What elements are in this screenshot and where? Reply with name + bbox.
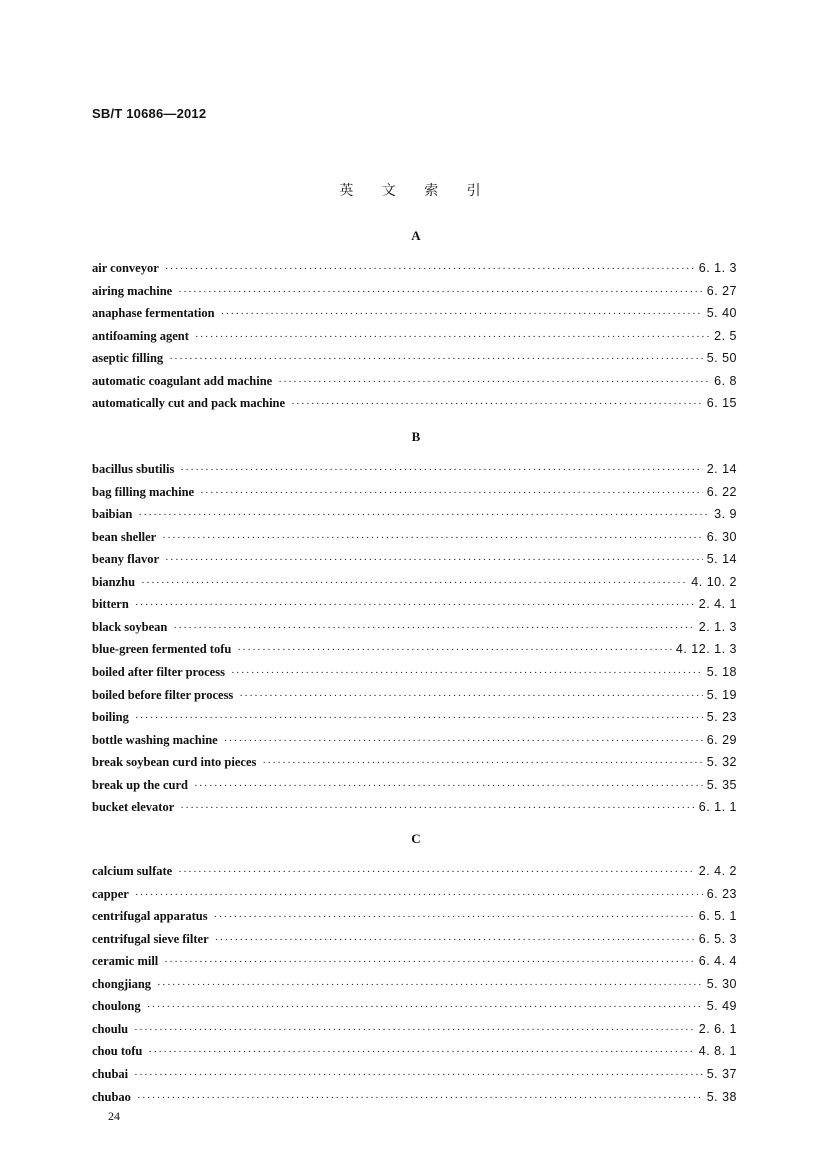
clause-reference: 6. 8 [714,374,737,388]
index-term: antifoaming agent [92,329,189,343]
index-term: capper [92,887,129,901]
clause-reference: 6. 27 [706,284,737,298]
index-term: boiled before filter process [92,688,234,702]
index-term: chou tofu [92,1044,143,1058]
index-term: boiling [92,710,129,724]
dot-leader [239,688,702,704]
clause-reference: 6. 4. 4 [698,954,737,968]
index-term: bottle washing machine [92,733,218,747]
index-term: bittern [92,597,129,611]
index-term: bean sheller [92,530,157,544]
clause-reference: 5. 23 [706,710,737,724]
index-entry [92,305,737,321]
index-entry [92,461,737,477]
index-term: centrifugal sieve filter [92,932,209,946]
clause-reference: 2. 4. 1 [698,597,737,611]
index-entry [92,283,737,299]
index-entry [92,328,737,344]
index-entry [92,596,737,612]
index-entry [92,953,737,969]
index-entry [92,350,737,366]
index-entry [92,664,737,680]
index-entry [92,687,737,703]
dot-leader [134,1022,695,1038]
page-title: 英 文 索 引 [339,183,493,199]
index-term: automatically cut and pack machine [92,396,286,410]
clause-reference: 4. 10. 2 [691,575,737,589]
section-letter-a: A [411,228,421,243]
index-term: anaphase fermentation [92,306,215,320]
dot-leader [138,507,710,523]
clause-reference: 4. 12. 1. 3 [675,642,737,656]
index-term: baibian [92,507,133,521]
index-entry [92,529,737,545]
index-term: automatic coagulant add machine [92,374,273,388]
dot-leader [135,597,695,613]
dot-leader [137,1090,703,1106]
dot-leader [180,462,702,478]
clause-reference: 2. 5 [714,329,737,343]
clause-reference: 2. 1. 3 [698,620,737,634]
index-entry [92,799,737,815]
index-term: boiled after filter process [92,665,225,679]
index-entry [92,709,737,725]
index-term: airing machine [92,284,173,298]
index-term: break up the curd [92,778,188,792]
index-term: air conveyor [92,261,159,275]
clause-reference: 5. 30 [706,977,737,991]
dot-leader [291,396,703,412]
clause-reference: 5. 14 [706,552,737,566]
index-entry [92,976,737,992]
clause-reference: 2. 6. 1 [698,1022,737,1036]
dot-leader [194,778,703,794]
dot-leader [262,755,702,771]
index-entry [92,1089,737,1105]
index-term: choulong [92,999,141,1013]
page-number: 24 [108,1109,120,1123]
dot-leader [148,1044,694,1060]
index-term: break soybean curd into pieces [92,755,257,769]
section-letter-c: C [411,831,421,846]
clause-reference: 5. 19 [706,688,737,702]
index-entry [92,484,737,500]
dot-leader [178,284,702,300]
index-entry [92,777,737,793]
dot-leader [141,575,687,591]
index-term: bag filling machine [92,485,195,499]
clause-reference: 5. 32 [706,755,737,769]
index-term: chubao [92,1090,131,1104]
dot-leader [165,261,695,277]
clause-reference: 5. 49 [706,999,737,1013]
index-entry [92,641,737,657]
dot-leader [200,485,703,501]
dot-leader [178,864,695,880]
index-entry [92,260,737,276]
dot-leader [278,374,710,390]
index-term: bianzhu [92,575,136,589]
index-entry [92,732,737,748]
dot-leader [134,1067,703,1083]
index-entry [92,754,737,770]
index-term: ceramic mill [92,954,159,968]
dot-leader [169,351,703,367]
dot-leader [173,620,694,636]
dot-leader [157,977,703,993]
clause-reference: 6. 15 [706,396,737,410]
index-entry [92,998,737,1014]
index-entry [92,1021,737,1037]
clause-reference: 6. 1. 1 [698,800,737,814]
dot-leader [164,954,694,970]
clause-reference: 6. 23 [706,887,737,901]
clause-reference: 5. 35 [706,778,737,792]
index-entry [92,886,737,902]
dot-leader [214,909,695,925]
standard-number: SB/T 10686—2012 [92,106,207,121]
dot-leader [162,530,702,546]
dot-leader [147,999,703,1015]
clause-reference: 5. 37 [706,1067,737,1081]
clause-reference: 6. 22 [706,485,737,499]
index-term: calcium sulfate [92,864,173,878]
dot-leader [231,665,703,681]
dot-leader [224,733,703,749]
index-entry [92,1043,737,1059]
dot-leader [180,800,694,816]
index-entry [92,574,737,590]
clause-reference: 6. 30 [706,530,737,544]
clause-reference: 3. 9 [714,507,737,521]
dot-leader [195,329,710,345]
dot-leader [221,306,703,322]
dot-leader [135,710,703,726]
dot-leader [135,887,703,903]
index-entry [92,506,737,522]
index-entry [92,931,737,947]
index-term: chubai [92,1067,129,1081]
index-entry [92,395,737,411]
index-term: blue-green fermented tofu [92,642,232,656]
index-entry [92,373,737,389]
clause-reference: 6. 1. 3 [698,261,737,275]
index-entry [92,908,737,924]
clause-reference: 5. 40 [706,306,737,320]
index-term: bacillus sbutilis [92,462,175,476]
clause-reference: 5. 50 [706,351,737,365]
clause-reference: 2. 14 [706,462,737,476]
clause-reference: 5. 38 [706,1090,737,1104]
clause-reference: 5. 18 [706,665,737,679]
index-entry [92,863,737,879]
index-term: choulu [92,1022,129,1036]
clause-reference: 2. 4. 2 [698,864,737,878]
index-term: black soybean [92,620,168,634]
clause-reference: 6. 5. 3 [698,932,737,946]
index-entry [92,551,737,567]
clause-reference: 4. 8. 1 [698,1044,737,1058]
index-term: bucket elevator [92,800,175,814]
clause-reference: 6. 29 [706,733,737,747]
index-term: beany flavor [92,552,160,566]
index-term: centrifugal apparatus [92,909,208,923]
dot-leader [165,552,703,568]
section-letter-b: B [411,429,421,444]
index-term: chongjiang [92,977,152,991]
clause-reference: 6. 5. 1 [698,909,737,923]
dot-leader [215,932,695,948]
index-term: aseptic filling [92,351,164,365]
index-entry [92,619,737,635]
dot-leader [237,642,672,658]
index-entry [92,1066,737,1082]
